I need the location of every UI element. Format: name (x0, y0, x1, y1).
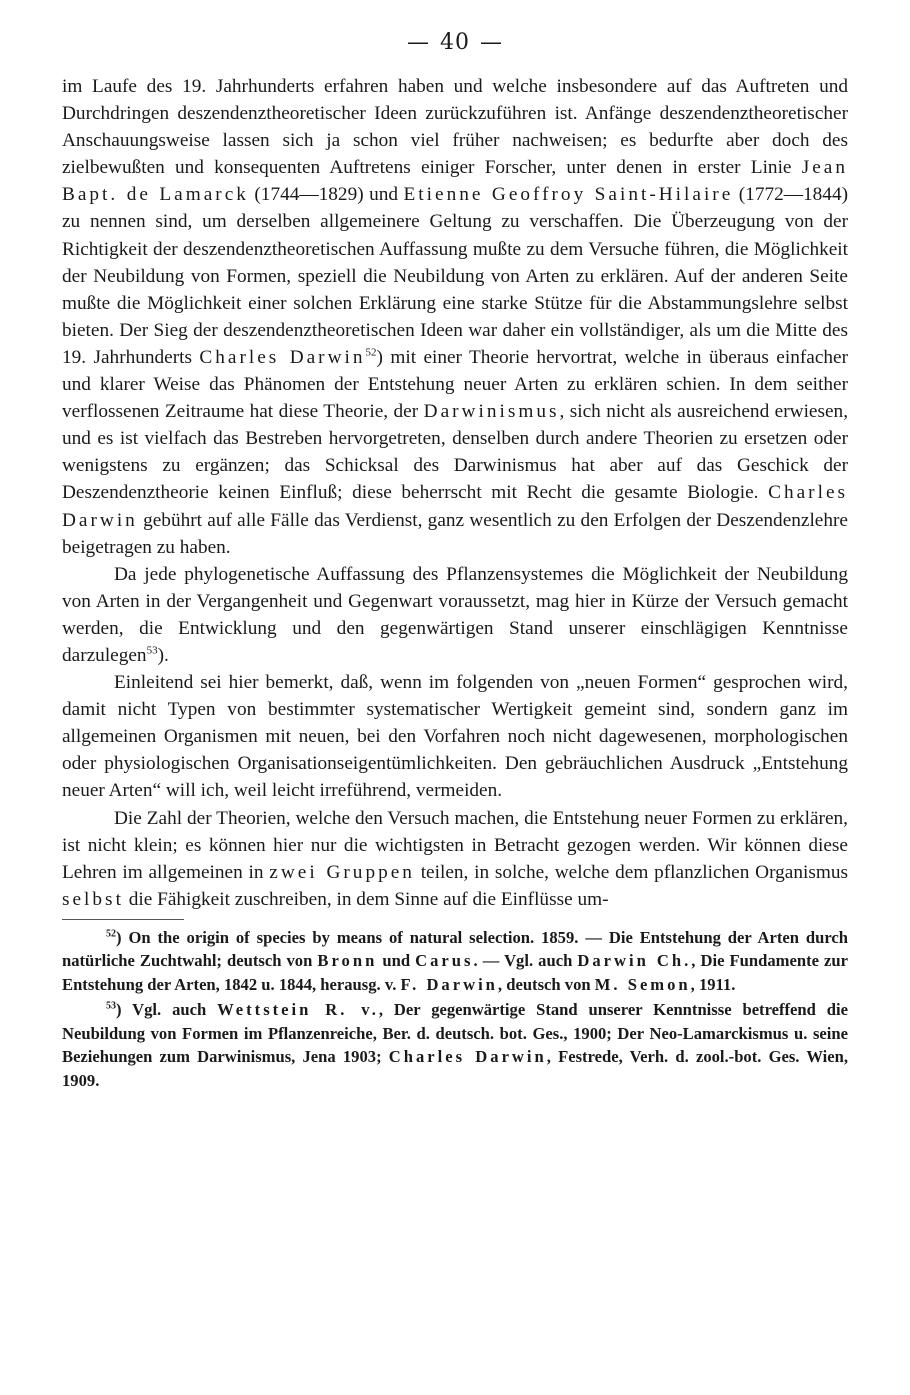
text-run: ) Vgl. auch (116, 1000, 207, 1020)
paragraph-1 (62, 73, 848, 561)
text-run: , sich nicht als ausreichend erwiesen, und es ist vielfach das Bestreben hervorgetreten, denselben durch andere Theorien zu ersetzen oder wenigstens zu ergänzen; das Schicksal des Darwinismus hat aber auf das Geschick der Deszendenztheorie keinen Einfluß; diese beherrscht mit Recht die gesamte Biologie. (62, 401, 849, 504)
paragraph-3: Einleitend sei hier bemerkt, daß, wenn im folgenden von „neuen Formen“ gesprochen wird, damit nicht Typen von bestimmter systematischer Wertigkeit gemeint sind, sondern ganz im allgemeinen Organismen mit neuen, bei den Vorfahren noch nicht dagewesenen, morphologischen oder physiologischen Organisationseigentümlichkeiten. Den gebräuchlichen Ausdruck „Entstehung neuer Arten“ will ich, weil leicht irreführend, vermeiden. (62, 672, 848, 802)
text-run: , Die Fundamente zur Entstehung der Arten, 1842 u. 1844, herausg. v. (62, 951, 848, 994)
person-name-geoffroy: Etienne Geoffroy Saint-Hilaire (403, 184, 734, 206)
text-run: (1744—1829) und (254, 184, 399, 206)
text-run: Da jede phylogenetische Auffassung des Pflanzensystemes die Möglichkeit der Neubildung von Arten in der Vergangenheit und Gegenwart voraussetzt, mag hier in Kürze der Versuch gemacht werden, die Entwicklung und den gegenwärtigen Stand unserer einschlägigen Kenntnisse darzulegen (62, 563, 848, 666)
text-run: (1772—1844) zu nennen sind, um derselben allgemeinere Geltung zu verschaffen. Die Überzeugung von der Richtigkeit der deszendenztheoretischen Auffassung mußte zu dem Versuche führen, die Möglichkeit der Neubildung von Formen, speziell die Neubildung von Arten zu erklären. Auf der anderen Seite mußte die Möglichkeit einer solchen Erklärung eine starke Stütze für die Abstammungslehre selbst bieten. Der Sieg der deszendenztheoretischen Ideen war daher ein vollständiger, als um die Mitte des 19. Jahrhunderts (62, 184, 849, 368)
person-name-semon: M. Semon (594, 974, 691, 994)
text-run: und (382, 951, 411, 971)
footnote-number: 52 (106, 928, 116, 940)
text-run: ). (157, 644, 169, 666)
paragraph-2 (62, 561, 848, 669)
footnote-ref-52[interactable]: 52 (365, 346, 377, 359)
person-name-f-darwin: F. Darwin (400, 974, 498, 994)
page-number-dash-left: — (407, 30, 430, 55)
person-name-darwin: Charles Darwin (199, 346, 366, 368)
text-run: im Laufe des 19. Jahrhunderts erfahren haben und welche insbesondere auf das Auftreten und Durchdringen deszendenztheoretischer Ideen zurückzuführen ist. Anfänge deszendenztheoretischer Anschauungsweise lassen sich ja schon viel früher nachweisen; es bedurfte aber doch des zielbewußten und konsequenten Auftretens einiger Forscher, unter denen in erster Linie (62, 76, 848, 179)
footnote-number: 53 (106, 1000, 116, 1012)
person-name-lamarck: Jean Bapt. de Lamarck (62, 157, 848, 206)
footnotes (62, 926, 848, 1093)
text-run: , deutsch von (497, 974, 591, 994)
footnote-52 (62, 926, 848, 997)
person-name-darwin: Charles Darwin (62, 482, 849, 531)
text-run: , 1911. (690, 974, 736, 994)
person-name-wettstein: Wettstein R. v. (217, 1000, 379, 1020)
term-darwinismus: Darwinismus (423, 401, 560, 423)
text-run: , Der gegenwärtige Stand unserer Kenntnisse betreffend die Neubildung von Formen im Pflanzenreiche, Ber. d. deutsch. bot. Ges., 1900; Der Neo-Lamarckismus u. seine Beziehungen zum Darwinismus, Jena 1903; (62, 1000, 848, 1067)
text-run: ) mit einer Theorie hervortrat, welche in überaus einfacher und klarer Weise das Phänomen der Entstehung neuer Arten zu erklären schien. In dem seither verflossenen Zeitraume hat diese Theorie, der (62, 346, 848, 423)
footnote-divider (62, 919, 184, 920)
book-page (62, 30, 848, 1092)
person-name-darwin: Charles Darwin (388, 1047, 547, 1067)
page-number-value: 40 (440, 30, 470, 55)
emphasis-selbst: selbst (62, 888, 124, 910)
footnote-53 (62, 998, 848, 1092)
page-number (62, 30, 848, 55)
text-run: gebührt auf alle Fälle das Verdienst, ganz wesentlich zu den Erfolgen der Deszendenzlehre beigetragen zu haben. (62, 509, 848, 558)
page-number-dash-right: — (480, 30, 503, 55)
text-run: . — Vgl. auch (473, 951, 573, 971)
text-run: Die Zahl der Theorien, welche den Versuch machen, die Entstehung neuer Formen zu erklären, ist nicht klein; es können hier nur die wichtigsten in Betracht gezogen werden. Wir können diese Lehren im allgemeinen in (62, 807, 848, 883)
paragraph-4 (62, 805, 848, 913)
person-name-carus: Carus (415, 951, 474, 971)
main-text (62, 73, 848, 913)
text-run: teilen, in solche, welche dem pflanzlichen Organismus (420, 861, 848, 883)
emphasis-zwei-gruppen: zwei Gruppen (269, 861, 415, 883)
text-run: ) On the origin of species by means of natural selection. 1859. — Die Entstehung der Arten durch natürliche Zuchtwahl; deutsch von (62, 927, 848, 971)
footnote-ref-53[interactable]: 53 (146, 644, 158, 657)
text-run: , Festrede, Verh. d. zool.-bot. Ges. Wien, 1909. (62, 1047, 848, 1090)
footnote-mark (106, 1000, 116, 1019)
person-name-bronn: Bronn (317, 951, 378, 971)
person-name-darwin: Darwin Ch. (577, 951, 692, 971)
footnote-mark (106, 928, 116, 947)
text-run: die Fähigkeit zuschreiben, in dem Sinne auf die Einflüsse um- (128, 888, 609, 910)
